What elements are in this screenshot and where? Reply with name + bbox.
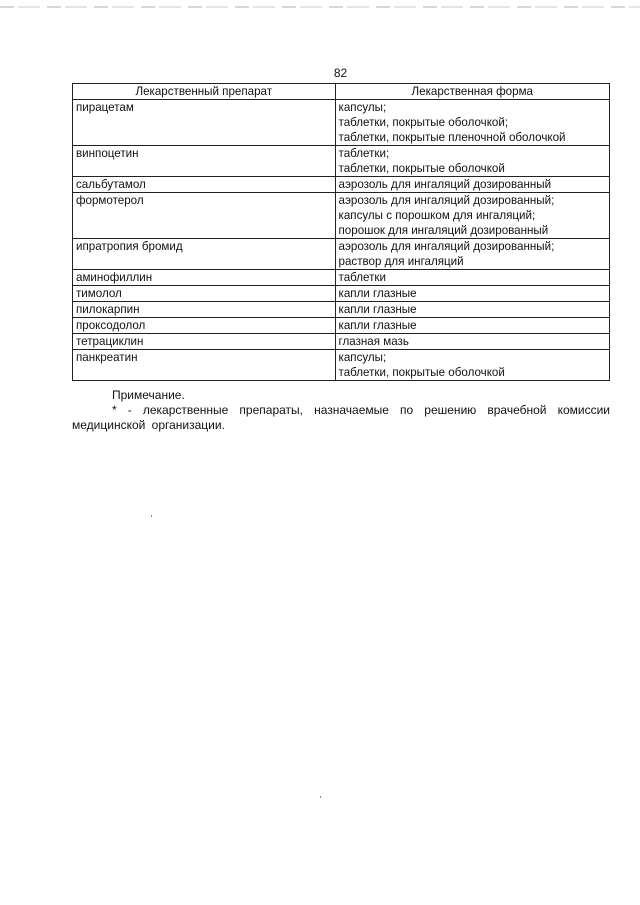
table-body bbox=[73, 100, 610, 381]
column-header-form: Лекарственная форма bbox=[335, 84, 609, 100]
dosage-form-cell bbox=[335, 239, 609, 270]
drug-name-cell: тетрациклин bbox=[73, 334, 336, 350]
drug-name-cell: проксодолол bbox=[73, 318, 336, 334]
dosage-form-line: таблетки; bbox=[338, 147, 390, 160]
table-row bbox=[73, 100, 610, 146]
note-text: * - лекарственные препараты, назначаемые по решению врачебной комиссии медицинской организации. bbox=[72, 403, 610, 432]
drug-name-cell: сальбутамол bbox=[73, 177, 336, 193]
table-row bbox=[73, 270, 610, 286]
drug-name-cell: винпоцетин bbox=[73, 146, 336, 177]
dosage-form-cell bbox=[335, 286, 609, 302]
table-row bbox=[73, 193, 610, 239]
drug-name-cell: ипратропия бромид bbox=[73, 239, 336, 270]
dosage-form-line: капли глазные bbox=[338, 303, 417, 316]
dosage-form-cell bbox=[335, 350, 609, 381]
dosage-form-cell bbox=[335, 177, 609, 193]
dosage-form-line: таблетки bbox=[338, 271, 386, 284]
drug-name-cell: пилокарпин bbox=[73, 302, 336, 318]
dosage-form-line: глазная мазь bbox=[338, 335, 409, 348]
scan-speck bbox=[320, 796, 321, 798]
table-row bbox=[73, 239, 610, 270]
dosage-form-cell bbox=[335, 146, 609, 177]
dosage-form-line: капсулы; bbox=[338, 351, 387, 364]
drug-name-cell: формотерол bbox=[73, 193, 336, 239]
dosage-form-line: капсулы; bbox=[338, 101, 387, 114]
dosage-form-line: таблетки, покрытые оболочкой bbox=[338, 162, 505, 175]
dosage-form-line: таблетки, покрытые пленочной оболочкой bbox=[338, 131, 566, 144]
scan-speck bbox=[151, 515, 152, 517]
column-header-drug: Лекарственный препарат bbox=[73, 84, 336, 100]
table-row bbox=[73, 286, 610, 302]
drug-name-cell: пирацетам bbox=[73, 100, 336, 146]
table-row bbox=[73, 302, 610, 318]
dosage-form-line: таблетки, покрытые оболочкой bbox=[338, 366, 505, 379]
dosage-form-line: капли глазные bbox=[338, 287, 417, 300]
dosage-form-line: капли глазные bbox=[338, 319, 417, 332]
drug-table bbox=[72, 83, 610, 381]
dosage-form-cell bbox=[335, 318, 609, 334]
drug-name-cell: аминофиллин bbox=[73, 270, 336, 286]
table-row bbox=[73, 318, 610, 334]
dosage-form-line: капсулы с порошком для ингаляций; bbox=[338, 209, 536, 222]
dosage-form-cell bbox=[335, 334, 609, 350]
scan-artifact-line bbox=[0, 6, 640, 8]
dosage-form-cell bbox=[335, 100, 609, 146]
table-row bbox=[73, 350, 610, 381]
dosage-form-line: раствор для ингаляций bbox=[338, 255, 464, 268]
dosage-form-line: порошок для ингаляций дозированный bbox=[338, 224, 549, 237]
drug-name-cell: панкреатин bbox=[73, 350, 336, 381]
note-title: Примечание. bbox=[112, 388, 185, 402]
table-header-row bbox=[73, 84, 610, 100]
page-number: 82 bbox=[333, 66, 348, 80]
dosage-form-cell bbox=[335, 193, 609, 239]
drug-name-cell: тимолол bbox=[73, 286, 336, 302]
dosage-form-line: аэрозоль для ингаляций дозированный; bbox=[338, 194, 555, 207]
dosage-form-cell bbox=[335, 302, 609, 318]
dosage-form-cell bbox=[335, 270, 609, 286]
table-row bbox=[73, 334, 610, 350]
dosage-form-line: таблетки, покрытые оболочкой; bbox=[338, 116, 509, 129]
dosage-form-line: аэрозоль для ингаляций дозированный bbox=[338, 178, 552, 191]
table-row bbox=[73, 177, 610, 193]
table-row bbox=[73, 146, 610, 177]
dosage-form-line: аэрозоль для ингаляций дозированный; bbox=[338, 240, 555, 253]
